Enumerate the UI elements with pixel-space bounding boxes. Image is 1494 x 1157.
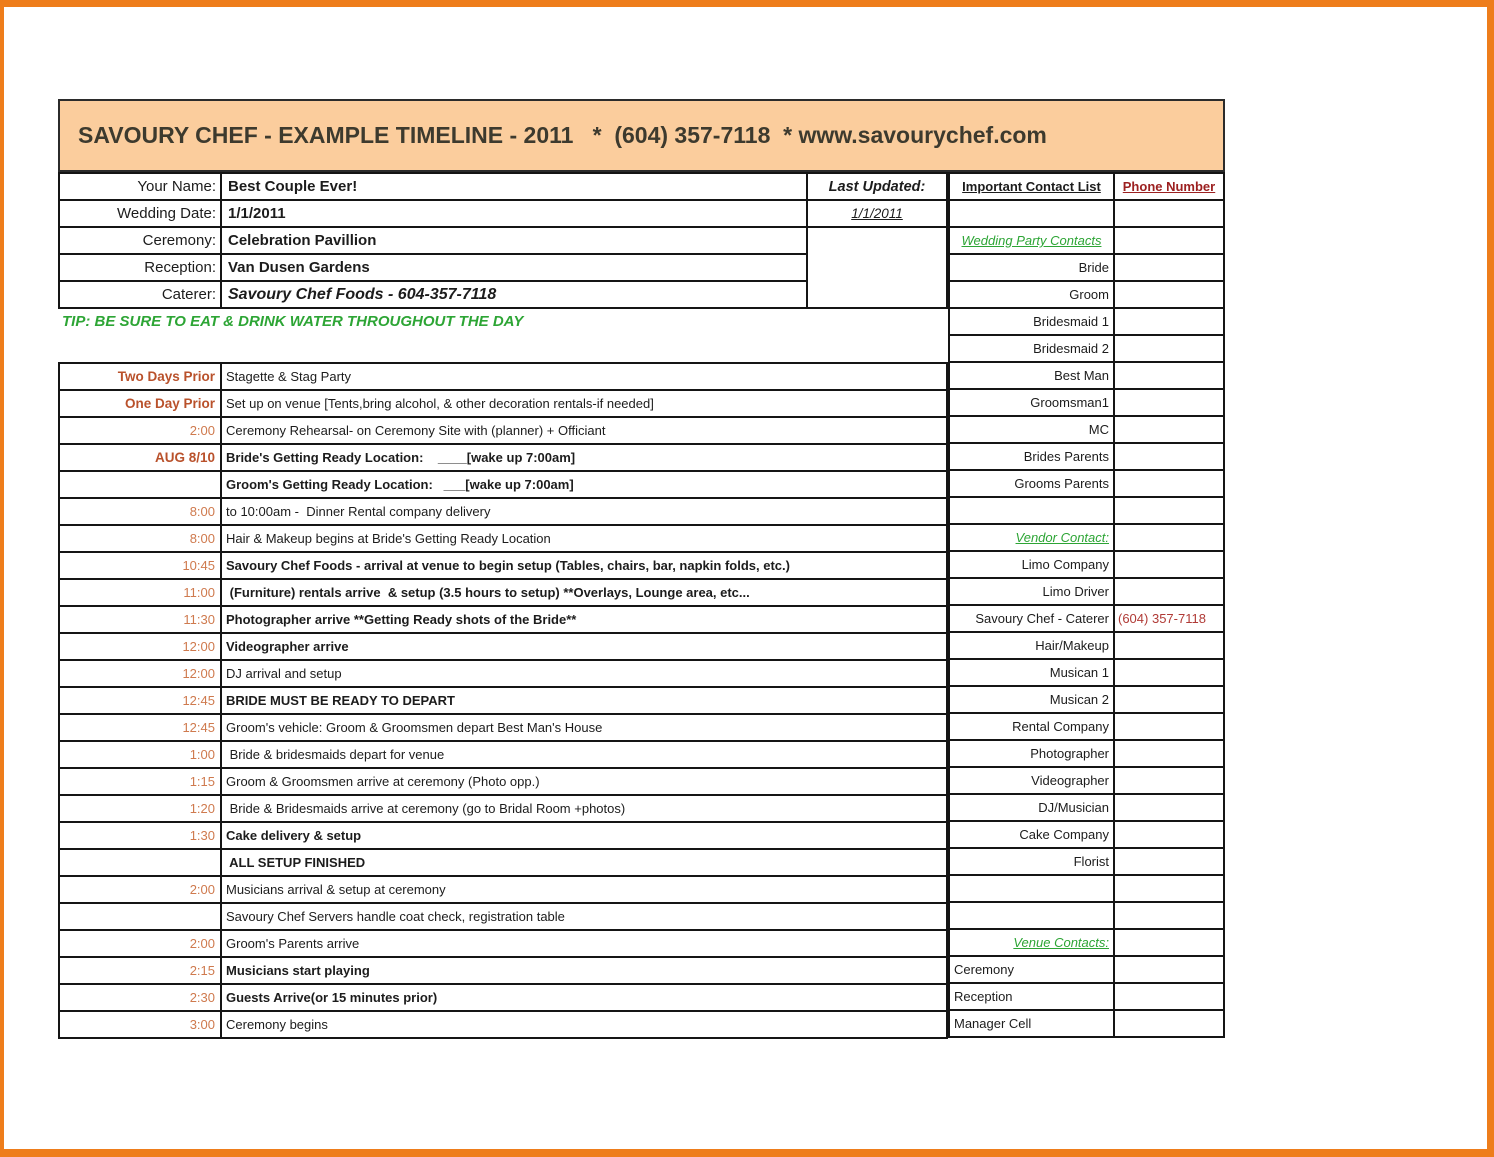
- timeline-desc-23: Guests Arrive(or 15 minutes prior): [222, 985, 946, 1010]
- caterer-value: Savoury Chef Foods - 604-357-7118: [222, 282, 806, 307]
- timeline-desc-13: Groom's vehicle: Groom & Groomsmen depart Best Man's House: [222, 715, 946, 740]
- timeline-time-13: 12:45: [60, 715, 220, 740]
- contact-name-25: Florist: [950, 849, 1113, 874]
- contact-phone-9: [1115, 417, 1223, 442]
- timeline-time-24: 3:00: [60, 1012, 220, 1037]
- contact-name-15: Limo Driver: [950, 579, 1113, 604]
- timeline-time-10: 12:00: [60, 634, 220, 659]
- contact-phone-28: [1115, 930, 1223, 955]
- timeline-time-3: AUG 8/10: [60, 445, 220, 470]
- timeline-desc-12: BRIDE MUST BE READY TO DEPART: [222, 688, 946, 713]
- contact-name-18: Musican 1: [950, 660, 1113, 685]
- timeline-desc-9: Photographer arrive **Getting Ready shots of the Bride**: [222, 607, 946, 632]
- timeline-desc-2: Ceremony Rehearsal- on Ceremony Site with (planner) + Officiant: [222, 418, 946, 443]
- timeline-desc-1: Set up on venue [Tents,bring alcohol, & other decoration rentals-if needed]: [222, 391, 946, 416]
- timeline-desc-5: to 10:00am - Dinner Rental company delivery: [222, 499, 946, 524]
- timeline-time-4: [60, 472, 220, 497]
- contact-phone-18: [1115, 660, 1223, 685]
- contact-phone-14: [1115, 552, 1223, 577]
- contact-name-30: Reception: [950, 984, 1113, 1009]
- timeline-time-17: 1:30: [60, 823, 220, 848]
- last-updated-label: Last Updated:: [808, 174, 946, 199]
- timeline-desc-16: Bride & Bridesmaids arrive at ceremony (go to Bridal Room +photos): [222, 796, 946, 821]
- timeline-desc-11: DJ arrival and setup: [222, 661, 946, 686]
- timeline-time-15: 1:15: [60, 769, 220, 794]
- contact-name-31: Manager Cell: [950, 1011, 1113, 1036]
- contact-name-28: Venue Contacts:: [950, 930, 1113, 955]
- contact-phone-10: [1115, 444, 1223, 469]
- caterer-label: Caterer:: [60, 282, 220, 307]
- contact-name-17: Hair/Makeup: [950, 633, 1113, 658]
- contact-phone-1: [1115, 201, 1223, 226]
- timeline-desc-22: Musicians start playing: [222, 958, 946, 983]
- contacts-grid: [948, 172, 1225, 1038]
- contact-name-0: Important Contact List: [950, 174, 1113, 199]
- timeline-desc-18: ALL SETUP FINISHED: [222, 850, 946, 875]
- timeline-desc-8: (Furniture) rentals arrive & setup (3.5 hours to setup) **Overlays, Lounge area, etc...: [222, 580, 946, 605]
- timeline-time-23: 2:30: [60, 985, 220, 1010]
- your-name-value: Best Couple Ever!: [222, 174, 806, 199]
- reception-label: Reception:: [60, 255, 220, 280]
- tip-note: TIP: BE SURE TO EAT & DRINK WATER THROUGHOUT THE DAY: [62, 313, 524, 330]
- timeline-desc-15: Groom & Groomsmen arrive at ceremony (Photo opp.): [222, 769, 946, 794]
- contact-name-26: [950, 876, 1113, 901]
- timeline-desc-0: Stagette & Stag Party: [222, 364, 946, 389]
- contact-name-1: [950, 201, 1113, 226]
- timeline-desc-10: Videographer arrive: [222, 634, 946, 659]
- contact-phone-8: [1115, 390, 1223, 415]
- timeline-time-6: 8:00: [60, 526, 220, 551]
- ceremony-label: Ceremony:: [60, 228, 220, 253]
- contact-phone-6: [1115, 336, 1223, 361]
- ceremony-value: Celebration Pavillion: [222, 228, 806, 253]
- your-name-label: Your Name:: [60, 174, 220, 199]
- timeline-time-9: 11:30: [60, 607, 220, 632]
- contact-phone-24: [1115, 822, 1223, 847]
- contact-name-14: Limo Company: [950, 552, 1113, 577]
- title-banner: [58, 99, 1225, 172]
- contact-name-13: Vendor Contact:: [950, 525, 1113, 550]
- contact-name-11: Grooms Parents: [950, 471, 1113, 496]
- contact-name-5: Bridesmaid 1: [950, 309, 1113, 334]
- contact-phone-16: (604) 357-7118: [1115, 606, 1223, 631]
- timeline-desc-21: Groom's Parents arrive: [222, 931, 946, 956]
- contact-phone-30: [1115, 984, 1223, 1009]
- contact-name-4: Groom: [950, 282, 1113, 307]
- contact-name-23: DJ/Musician: [950, 795, 1113, 820]
- last-updated-empty-cell: [808, 228, 946, 307]
- contact-name-22: Videographer: [950, 768, 1113, 793]
- contact-name-12: [950, 498, 1113, 523]
- contact-name-27: [950, 903, 1113, 928]
- reception-value: Van Dusen Gardens: [222, 255, 806, 280]
- timeline-time-14: 1:00: [60, 742, 220, 767]
- wedding-date-value: 1/1/2011: [222, 201, 806, 226]
- timeline-time-8: 11:00: [60, 580, 220, 605]
- contact-phone-29: [1115, 957, 1223, 982]
- timeline-time-19: 2:00: [60, 877, 220, 902]
- contact-name-24: Cake Company: [950, 822, 1113, 847]
- contact-name-10: Brides Parents: [950, 444, 1113, 469]
- contact-phone-13: [1115, 525, 1223, 550]
- contact-name-6: Bridesmaid 2: [950, 336, 1113, 361]
- contact-phone-0: Phone Number: [1115, 174, 1223, 199]
- contact-phone-27: [1115, 903, 1223, 928]
- timeline-desc-17: Cake delivery & setup: [222, 823, 946, 848]
- timeline-time-11: 12:00: [60, 661, 220, 686]
- contact-phone-22: [1115, 768, 1223, 793]
- page-title: SAVOURY CHEF - EXAMPLE TIMELINE - 2011 * (604) 357-7118 * www.savourychef.com: [78, 122, 1047, 148]
- contact-phone-3: [1115, 255, 1223, 280]
- timeline-time-20: [60, 904, 220, 929]
- contact-phone-26: [1115, 876, 1223, 901]
- contact-name-2: Wedding Party Contacts: [950, 228, 1113, 253]
- contact-phone-23: [1115, 795, 1223, 820]
- contact-phone-21: [1115, 741, 1223, 766]
- contact-name-21: Photographer: [950, 741, 1113, 766]
- contact-name-3: Bride: [950, 255, 1113, 280]
- contact-phone-19: [1115, 687, 1223, 712]
- timeline-time-16: 1:20: [60, 796, 220, 821]
- timeline-time-2: 2:00: [60, 418, 220, 443]
- timeline-time-7: 10:45: [60, 553, 220, 578]
- contact-phone-2: [1115, 228, 1223, 253]
- timeline-desc-3: Bride's Getting Ready Location: ____[wake up 7:00am]: [222, 445, 946, 470]
- contact-phone-5: [1115, 309, 1223, 334]
- contact-name-16: Savoury Chef - Caterer: [950, 606, 1113, 631]
- timeline-desc-19: Musicians arrival & setup at ceremony: [222, 877, 946, 902]
- timeline-time-18: [60, 850, 220, 875]
- contact-name-7: Best Man: [950, 363, 1113, 388]
- timeline-desc-24: Ceremony begins: [222, 1012, 946, 1037]
- contact-name-29: Ceremony: [950, 957, 1113, 982]
- contact-phone-12: [1115, 498, 1223, 523]
- contact-name-20: Rental Company: [950, 714, 1113, 739]
- timeline-desc-6: Hair & Makeup begins at Bride's Getting Ready Location: [222, 526, 946, 551]
- timeline-time-5: 8:00: [60, 499, 220, 524]
- timeline-desc-4: Groom's Getting Ready Location: ___[wake up 7:00am]: [222, 472, 946, 497]
- contact-phone-20: [1115, 714, 1223, 739]
- contact-name-9: MC: [950, 417, 1113, 442]
- last-updated-value: 1/1/2011: [808, 201, 946, 226]
- timeline-time-1: One Day Prior: [60, 391, 220, 416]
- contact-phone-31: [1115, 1011, 1223, 1036]
- wedding-date-label: Wedding Date:: [60, 201, 220, 226]
- contact-phone-15: [1115, 579, 1223, 604]
- contact-phone-11: [1115, 471, 1223, 496]
- contact-phone-7: [1115, 363, 1223, 388]
- timeline-time-21: 2:00: [60, 931, 220, 956]
- timeline-desc-14: Bride & bridesmaids depart for venue: [222, 742, 946, 767]
- timeline-desc-20: Savoury Chef Servers handle coat check, registration table: [222, 904, 946, 929]
- timeline-grid: [58, 362, 948, 1039]
- timeline-time-0: Two Days Prior: [60, 364, 220, 389]
- contact-name-8: Groomsman1: [950, 390, 1113, 415]
- contact-phone-4: [1115, 282, 1223, 307]
- info-grid: [58, 172, 948, 309]
- timeline-time-12: 12:45: [60, 688, 220, 713]
- contact-name-19: Musican 2: [950, 687, 1113, 712]
- contact-phone-17: [1115, 633, 1223, 658]
- contact-phone-25: [1115, 849, 1223, 874]
- timeline-time-22: 2:15: [60, 958, 220, 983]
- timeline-desc-7: Savoury Chef Foods - arrival at venue to begin setup (Tables, chairs, bar, napkin folds, etc.): [222, 553, 946, 578]
